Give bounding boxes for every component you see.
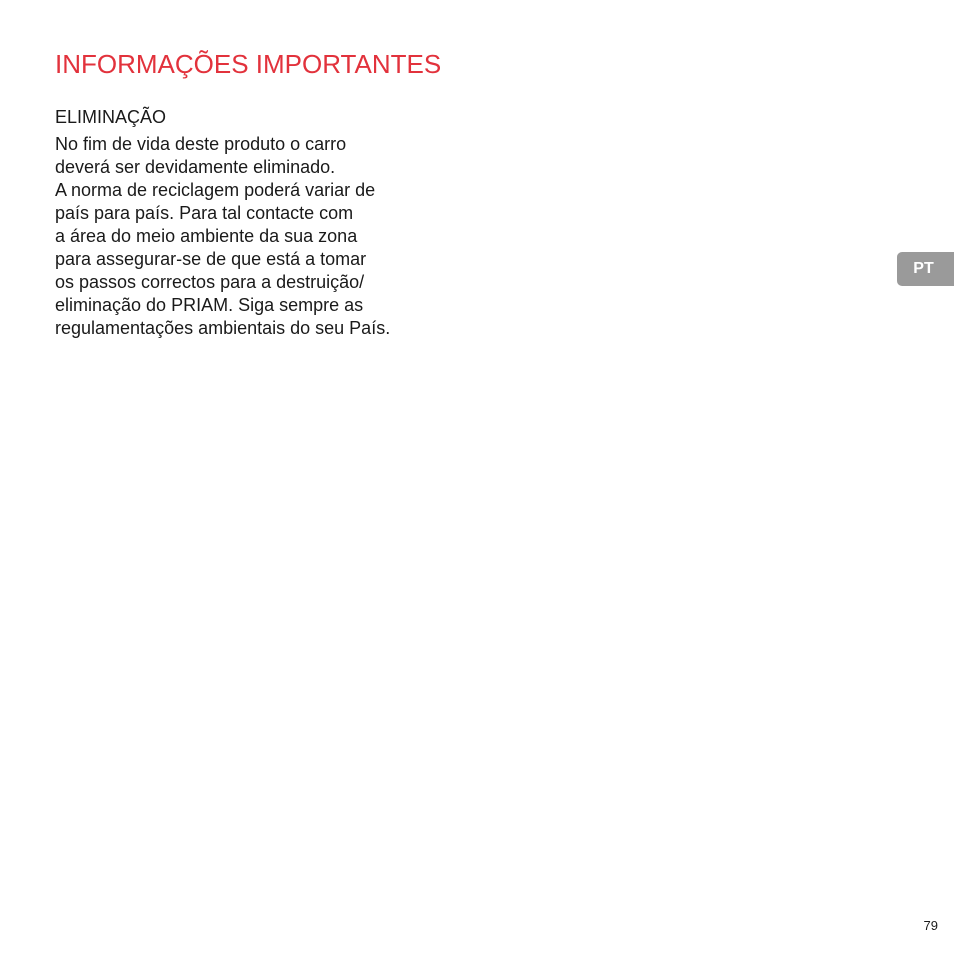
body-line: país para país. Para tal contacte com (55, 203, 354, 223)
body-line: regulamentações ambientais do seu País. (55, 318, 391, 338)
section-heading: ELIMINAÇÃO (55, 107, 167, 127)
section-body (55, 133, 390, 340)
body-line: os passos correctos para a destruição/ (55, 272, 365, 292)
body-line: para assegurar-se de que está a tomar (55, 249, 367, 269)
body-line: A norma de reciclagem poderá variar de (55, 180, 376, 200)
body-line: eliminação do PRIAM. Siga sempre as (55, 295, 364, 315)
language-tab: PT (897, 252, 954, 286)
body-line: deverá ser devidamente eliminado. (55, 157, 336, 177)
body-line: No fim de vida deste produto o carro (55, 134, 347, 154)
page-title: INFORMAÇÕES IMPORTANTES (55, 49, 442, 79)
body-line: a área do meio ambiente da sua zona (55, 226, 358, 246)
page-number: 79 (923, 918, 938, 933)
